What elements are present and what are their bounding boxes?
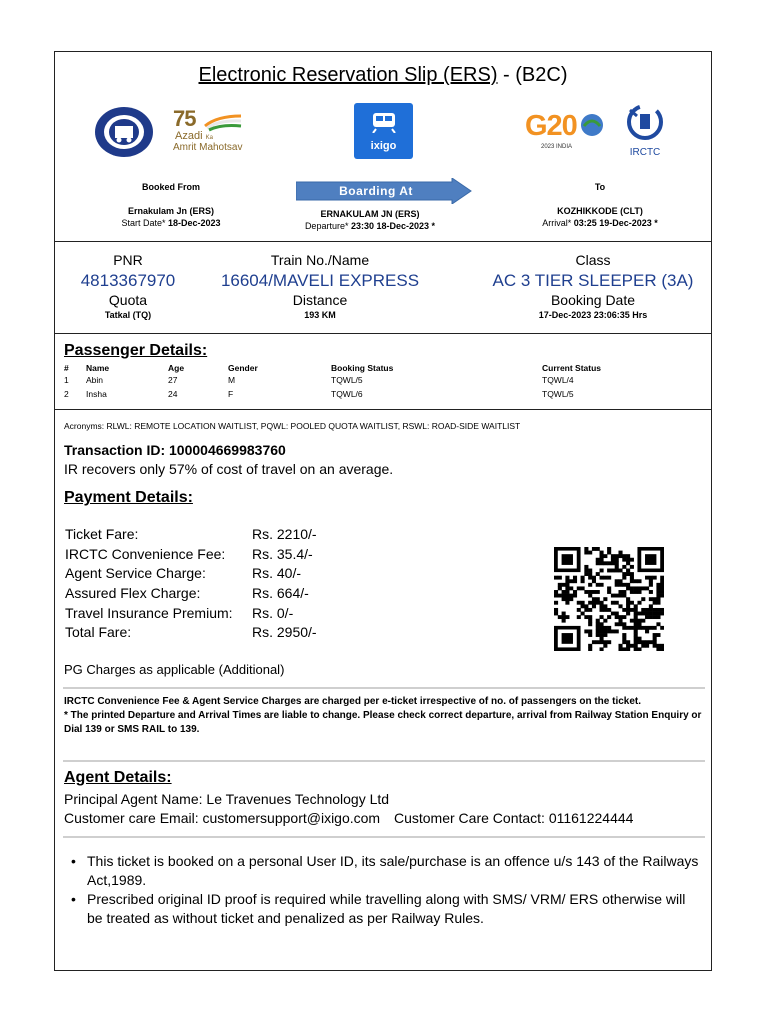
notes (64, 695, 704, 737)
booked-from-label: Booked From (141, 182, 200, 192)
indian-railways-logo (93, 105, 155, 159)
table-row: 1 Abin 27 M TQWL/5 TQWL/4 (64, 375, 574, 385)
payment-row-total: Total Fare: Rs. 2950/- (65, 624, 317, 640)
list-item: • This ticket is booked on a personal User ID, its sale/purchase is an offence u/s 143 of the Railways Act,1989. (71, 853, 699, 888)
booking-date-label: Booking Date (550, 292, 636, 308)
train-label: Train No./Name (270, 252, 370, 268)
train-value: 16604/MAVELI EXPRESS (220, 271, 420, 290)
divider (55, 333, 711, 334)
qr-code (554, 547, 664, 651)
divider (63, 687, 705, 689)
class-label: Class (575, 252, 611, 268)
azadi-ka-amrit-mahotsav-logo: 75 Azadi Ka Amrit Mahotsav (173, 106, 243, 153)
boarding-station: ERNAKULAM JN (ERS) (320, 209, 420, 219)
column-header: # (64, 363, 69, 373)
payment-details-title: Payment Details: (64, 489, 193, 506)
customer-care-email: Customer care Email: customersupport@ixigo.com (64, 810, 381, 826)
irctc-logo: IRCTC (621, 102, 669, 162)
pg-charges-note: PG Charges as applicable (Additional) (64, 662, 285, 677)
payment-row-flex-charge: Assured Flex Charge: Rs. 664/- (65, 585, 309, 601)
page-title: Electronic Reservation Slip (ERS) - (B2C) (198, 64, 568, 86)
ers-ticket (54, 51, 712, 971)
departure-time: Departure* 23:30 18-Dec-2023 * (304, 221, 436, 231)
payment-row-agent-charge: Agent Service Charge: Rs. 40/- (65, 565, 302, 581)
acronyms: Acronyms: RLWL: REMOTE LOCATION WAITLIST, PQWL: POOLED QUOTA WAITLIST, RSWL: ROAD-SIDE WAITLIST (64, 421, 521, 431)
passenger-table (64, 363, 642, 401)
divider (55, 409, 711, 410)
column-header: Current Status (542, 363, 602, 373)
column-header: Age (168, 363, 185, 373)
table-row: 2 Insha 24 F TQWL/6 TQWL/5 (64, 389, 574, 399)
divider (63, 836, 705, 838)
column-header: Gender (228, 363, 258, 373)
divider (63, 760, 705, 762)
divider (55, 241, 711, 242)
customer-care-contact: Customer Care Contact: 01161224444 (393, 810, 634, 826)
pnr-value: 4813367970 (80, 271, 176, 290)
quota-value: Tatkal (TQ) (104, 310, 152, 320)
recovery-note: IR recovers only 57% of cost of travel on an average. (64, 461, 394, 477)
payment-row-ticket-fare: Ticket Fare: Rs. 2210/- (65, 526, 317, 542)
quota-label: Quota (108, 292, 148, 308)
column-header: Booking Status (331, 363, 394, 373)
to-label: To (594, 182, 606, 192)
boarding-at-label: Boarding At (339, 184, 413, 198)
boarding-at-arrow (296, 178, 472, 204)
agent-details-title: Agent Details: (64, 769, 172, 786)
class-value: AC 3 TIER SLEEPER (3A) (492, 271, 694, 290)
payment-row-insurance: Travel Insurance Premium: Rs. 0/- (65, 605, 294, 621)
pnr-label: PNR (113, 252, 143, 268)
principal-agent: Principal Agent Name: Le Travenues Technology Ltd (64, 791, 390, 807)
passenger-details-title: Passenger Details: (64, 342, 208, 359)
note-convenience-fee: IRCTC Convenience Fee & Agent Service Charges are charged per e-ticket irrespective of no. of passengers on the ticket. (64, 696, 642, 707)
column-header: Name (86, 363, 110, 373)
table-header-row (64, 363, 642, 373)
note-timings: * The printed Departure and Arrival Times are liable to change. Please check correct departure, arrival from Railway Station Enquiry or Dial 139 or SMS RAIL to 139. (64, 710, 702, 735)
arrival-time: Arrival* 03:25 19-Dec-2023 * (542, 218, 658, 228)
list-item: • Prescribed original ID proof is required while travelling along with SMS/ VRM/ ERS otherwise will be treated as without ticket and penalized as per Railway Rules. (71, 891, 686, 926)
transaction-id: Transaction ID: 100004669983760 (64, 442, 286, 458)
ixigo-logo: ixigo (354, 103, 413, 159)
booking-date-value: 17-Dec-2023 23:06:35 Hrs (538, 310, 648, 320)
distance-value: 193 KM (304, 310, 336, 320)
g20-logo: G20 2023 INDIA (525, 110, 607, 154)
distance-label: Distance (292, 292, 348, 308)
agent-contact-line (64, 809, 633, 828)
to-station: KOZHIKKODE (CLT) (557, 206, 643, 216)
start-date: Start Date* 18-Dec-2023 (121, 218, 221, 228)
terms-list (63, 852, 703, 928)
payment-row-convenience-fee: IRCTC Convenience Fee: Rs. 35.4/- (65, 546, 313, 562)
from-station: Ernakulam Jn (ERS) (127, 206, 215, 216)
